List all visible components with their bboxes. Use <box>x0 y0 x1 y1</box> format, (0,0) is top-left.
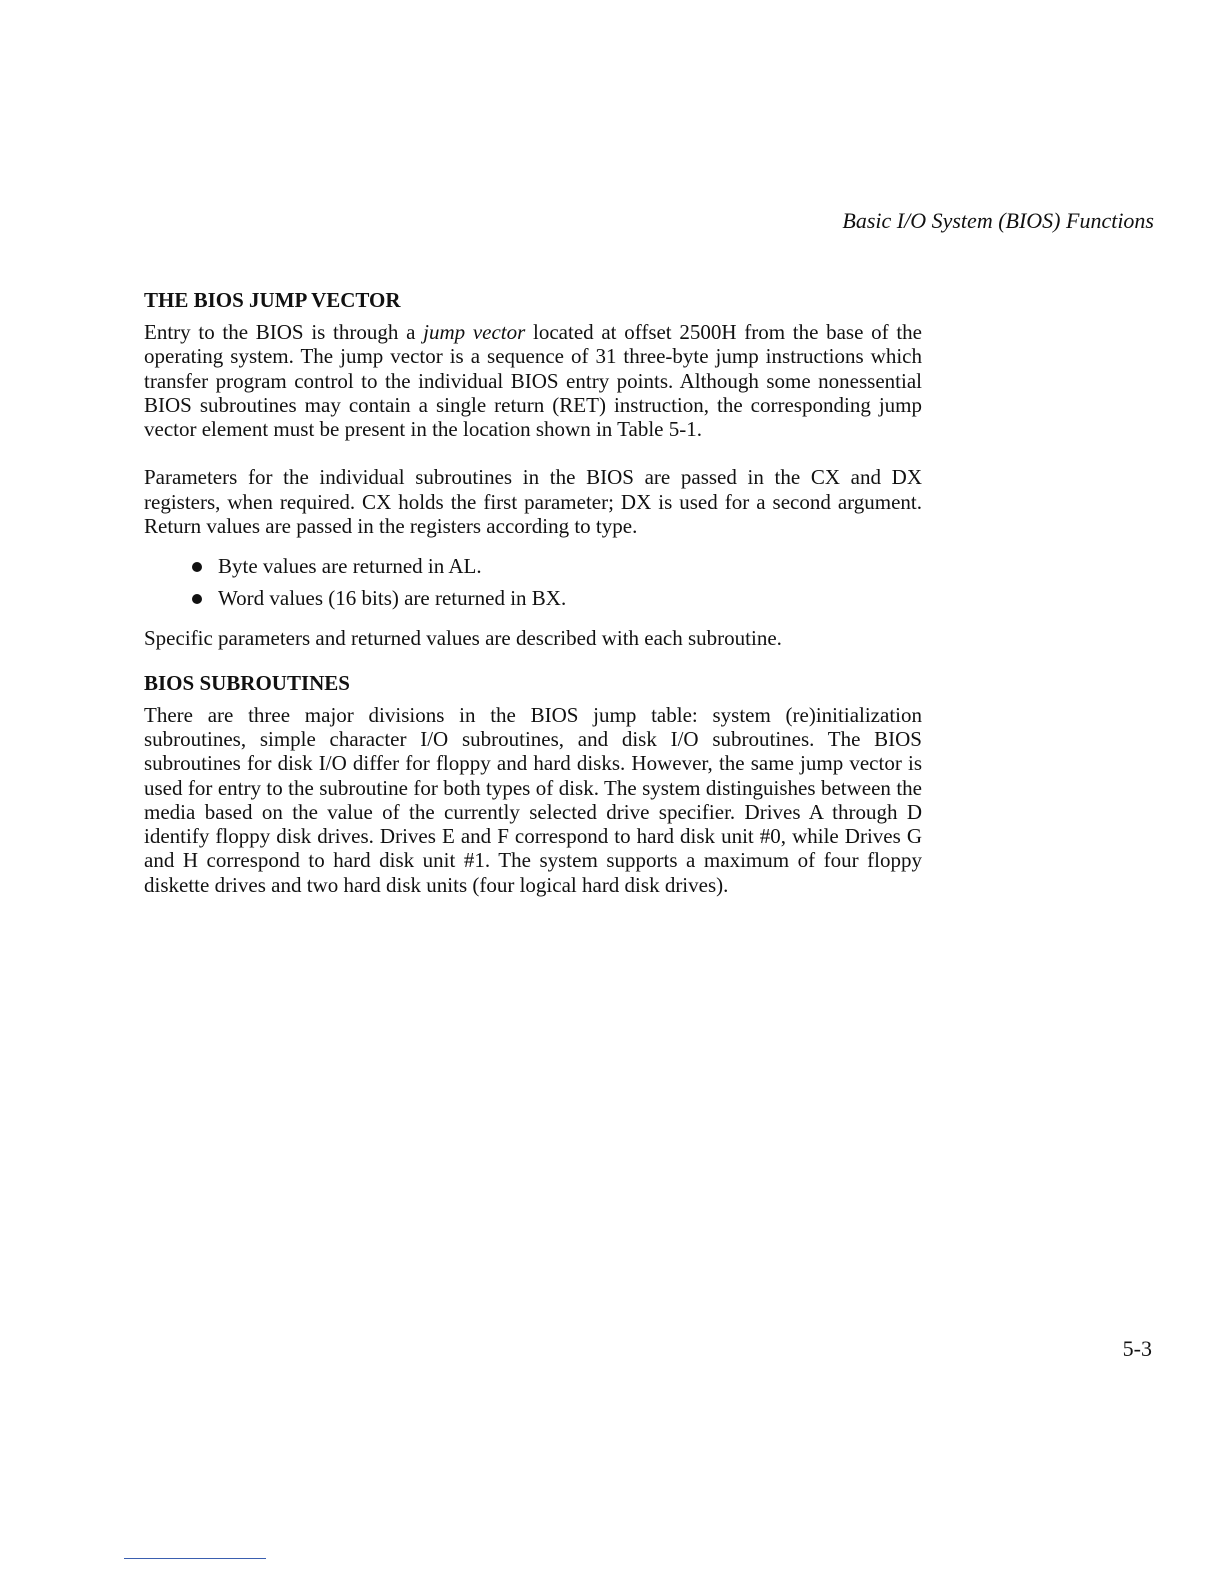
section-bios-subroutines <box>144 671 922 897</box>
section-heading: THE BIOS JUMP VECTOR <box>144 288 401 312</box>
paragraph-spacer <box>144 441 922 465</box>
return-values-list <box>144 554 922 610</box>
section-bios-jump-vector <box>144 288 922 651</box>
paragraph-text: Entry to the BIOS is through a <box>144 320 424 344</box>
list-item-text: Word values (16 bits) are returned in BX. <box>218 586 567 611</box>
paragraph-text: located at offset 2500H from the base of the operating system. The jump vector is a sequence of 31 three-byte jump instructions which transfer program control to the individual BIOS entry points. Although some nonessential BIOS subroutines may contain a single return (RET) instruction, the corresponding jump vector element must be present in the location shown in Table 5-1. <box>144 320 922 442</box>
paragraph-specific-parameters: Specific parameters and returned values are described with each subroutine. <box>144 626 782 651</box>
page-number: 5-3 <box>1122 1336 1152 1361</box>
bullet-icon <box>192 594 202 604</box>
list-item <box>190 554 922 578</box>
paragraph-parameters: Parameters for the individual subroutines in the BIOS are passed in the CX and DX registers, when required. CX holds the first parameter; DX is used for a second argument. Return values are passed in the registers according to type. <box>144 465 922 539</box>
bullet-icon <box>192 562 202 572</box>
paragraph-subroutine-divisions: There are three major divisions in the BIOS jump table: system (re)initialization subroutines, simple character I/O subroutines, and disk I/O subroutines. The BIOS subroutines for disk I/O differ for floppy and hard disks. However, the same jump vector is used for entry to the subroutine for both types of disk. The system distinguishes between the media based on the value of the currently selected drive specifier. Drives A through D identify floppy disk drives. Drives E and F correspond to hard disk unit #0, while Drives G and H correspond to hard disk unit #1. The system supports a maximum of four floppy diskette drives and two hard disk units (four logical hard disk drives). <box>144 702 922 897</box>
page-content <box>144 288 922 897</box>
section-heading: BIOS SUBROUTINES <box>144 670 350 695</box>
footer-rule <box>124 1558 266 1559</box>
emphasis-term: jump vector <box>423 320 526 344</box>
list-item-text: Byte values are returned in AL. <box>218 554 482 579</box>
list-item <box>190 586 922 610</box>
paragraph-jump-vector-intro <box>144 320 922 441</box>
running-header: Basic I/O System (BIOS) Functions <box>842 208 1154 233</box>
